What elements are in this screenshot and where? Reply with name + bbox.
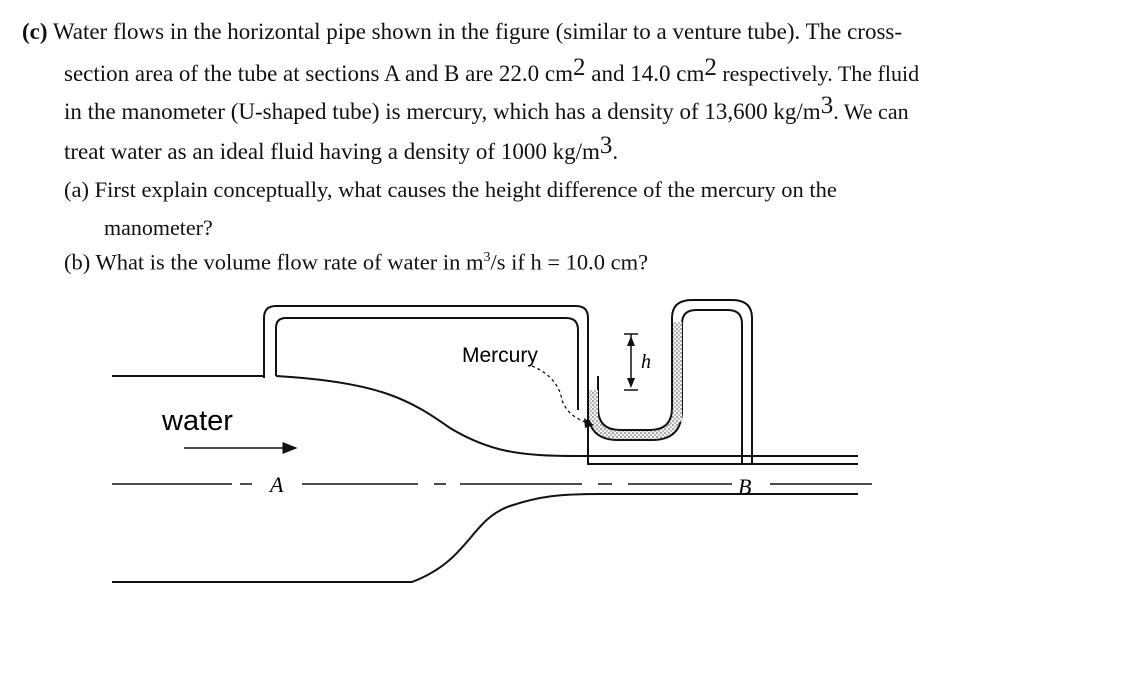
problem-line-4: treat water as an ideal fluid having a density of 1000 kg/m3. <box>64 132 619 164</box>
converging-wall-top <box>276 376 858 456</box>
pipe-bottom-wall <box>112 494 858 582</box>
mercury-pointer <box>532 366 592 424</box>
sub-question-b: (b) What is the volume flow rate of water in $m^3/s$ if h = 10.0 cm? <box>64 249 649 275</box>
label-B: B <box>738 474 752 499</box>
sub-question-a-cont: manometer? <box>104 215 213 240</box>
label-h: h <box>641 351 651 373</box>
sub-question-a: (a) First explain conceptually, what causes the height difference of the mercury on the <box>64 177 837 202</box>
label-A: A <box>270 472 284 497</box>
problem-line-1: (c) Water flows in the horizontal pipe shown in the figure (similar to a venture tube). The cross- <box>22 19 902 44</box>
label-mercury: Mercury <box>462 344 538 367</box>
problem-line-3: in the manometer (U-shaped tube) is mercury, which has a density of 13,600 kg/m3. We can <box>64 92 909 124</box>
pipe-bottom-inner <box>560 502 858 503</box>
pipe-top-wall <box>112 306 858 464</box>
problem-line-2: section area of the tube at sections A and B are 22.0 cm2 and 14.0 cm2 respectively. The fluid <box>64 54 920 86</box>
part-label: (c) <box>22 19 48 44</box>
label-water: water <box>162 405 233 437</box>
